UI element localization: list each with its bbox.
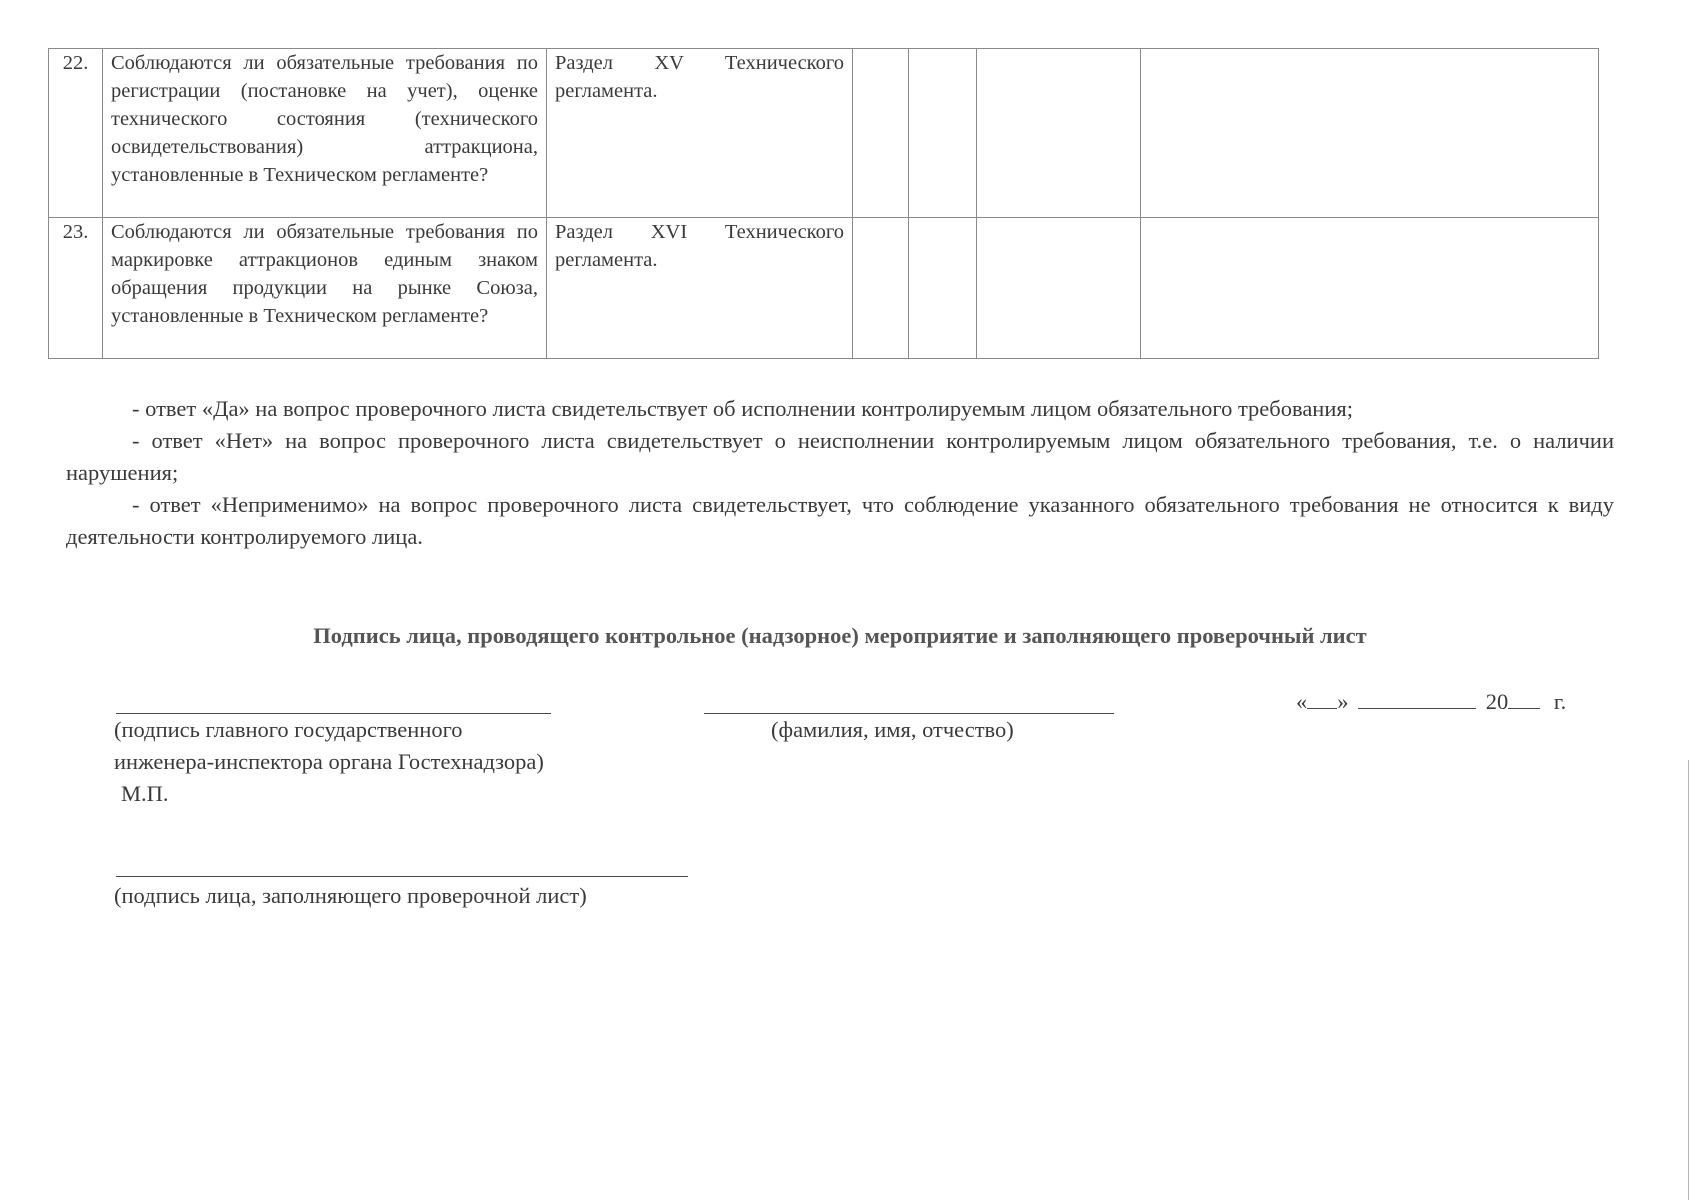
table-row — [49, 49, 1599, 218]
question-cell: Соблюдаются ли обязательные требования по маркировке аттракционов единым знаком обращения продукции на рынке Союза, установленные в Техническом регламенте? — [103, 218, 547, 359]
answer-na-cell[interactable] — [977, 218, 1141, 359]
answer-na-cell[interactable] — [977, 49, 1141, 218]
date-year-blank[interactable] — [1508, 686, 1540, 709]
signature-heading: Подпись лица, проводящего контрольное (надзорное) мероприятие и заполняющего проверочный лист — [313, 623, 1367, 648]
date-open-quote: « — [1296, 689, 1308, 714]
filler-signature-line[interactable] — [116, 876, 688, 877]
note-cell[interactable] — [1141, 49, 1599, 218]
answer-yes-cell[interactable] — [853, 218, 909, 359]
date-field — [1296, 686, 1566, 718]
note-cell[interactable] — [1141, 218, 1599, 359]
row-number: 23. — [49, 218, 103, 359]
legend-not-applicable: - ответ «Неприменимо» на вопрос проверочного листа свидетельствует, что соблюдение указанного обязательного требования не относится к виду деятельности контролируемого лица. — [66, 492, 1614, 549]
answer-no-cell[interactable] — [909, 49, 977, 218]
date-close-quote: » — [1337, 689, 1349, 714]
date-year-prefix: 20 — [1485, 689, 1509, 714]
question-cell: Соблюдаются ли обязательные требования по регистрации (постановке на учет), оценке технического состояния (технического освидетельствования) аттракциона, установленные в Техническом регламенте? — [103, 49, 547, 218]
reference-cell: Раздел XV Технического регламента. — [547, 49, 853, 218]
filler-caption: (подпись лица, заполняющего проверочной лист) — [114, 883, 587, 908]
date-year-suffix: г. — [1553, 689, 1567, 714]
row-number: 22. — [49, 49, 103, 218]
inspector-caption-line2: инженера-инспектора органа Гостехнадзора) — [114, 749, 544, 774]
date-day-blank[interactable] — [1307, 686, 1337, 709]
table-row — [49, 218, 1599, 359]
answer-legend — [66, 393, 1614, 553]
inspector-caption-line1: (подпись главного государственного — [114, 717, 463, 742]
checklist-table — [48, 48, 1599, 359]
answer-yes-cell[interactable] — [853, 49, 909, 218]
answer-no-cell[interactable] — [909, 218, 977, 359]
legend-no: - ответ «Нет» на вопрос проверочного листа свидетельствует о неисполнении контролируемым лицом обязательного требования, т.е. о наличии нарушения; — [66, 428, 1614, 485]
full-name-caption: (фамилия, имя, отчество) — [771, 717, 1014, 742]
scan-edge-line — [1688, 760, 1689, 1200]
date-month-blank[interactable] — [1358, 686, 1476, 709]
stamp-label: М.П. — [121, 781, 169, 806]
reference-cell: Раздел XVI Технического регламента. — [547, 218, 853, 359]
legend-yes: - ответ «Да» на вопрос проверочного листа свидетельствует об исполнении контролируемым лицом обязательного требования; — [132, 396, 1353, 421]
